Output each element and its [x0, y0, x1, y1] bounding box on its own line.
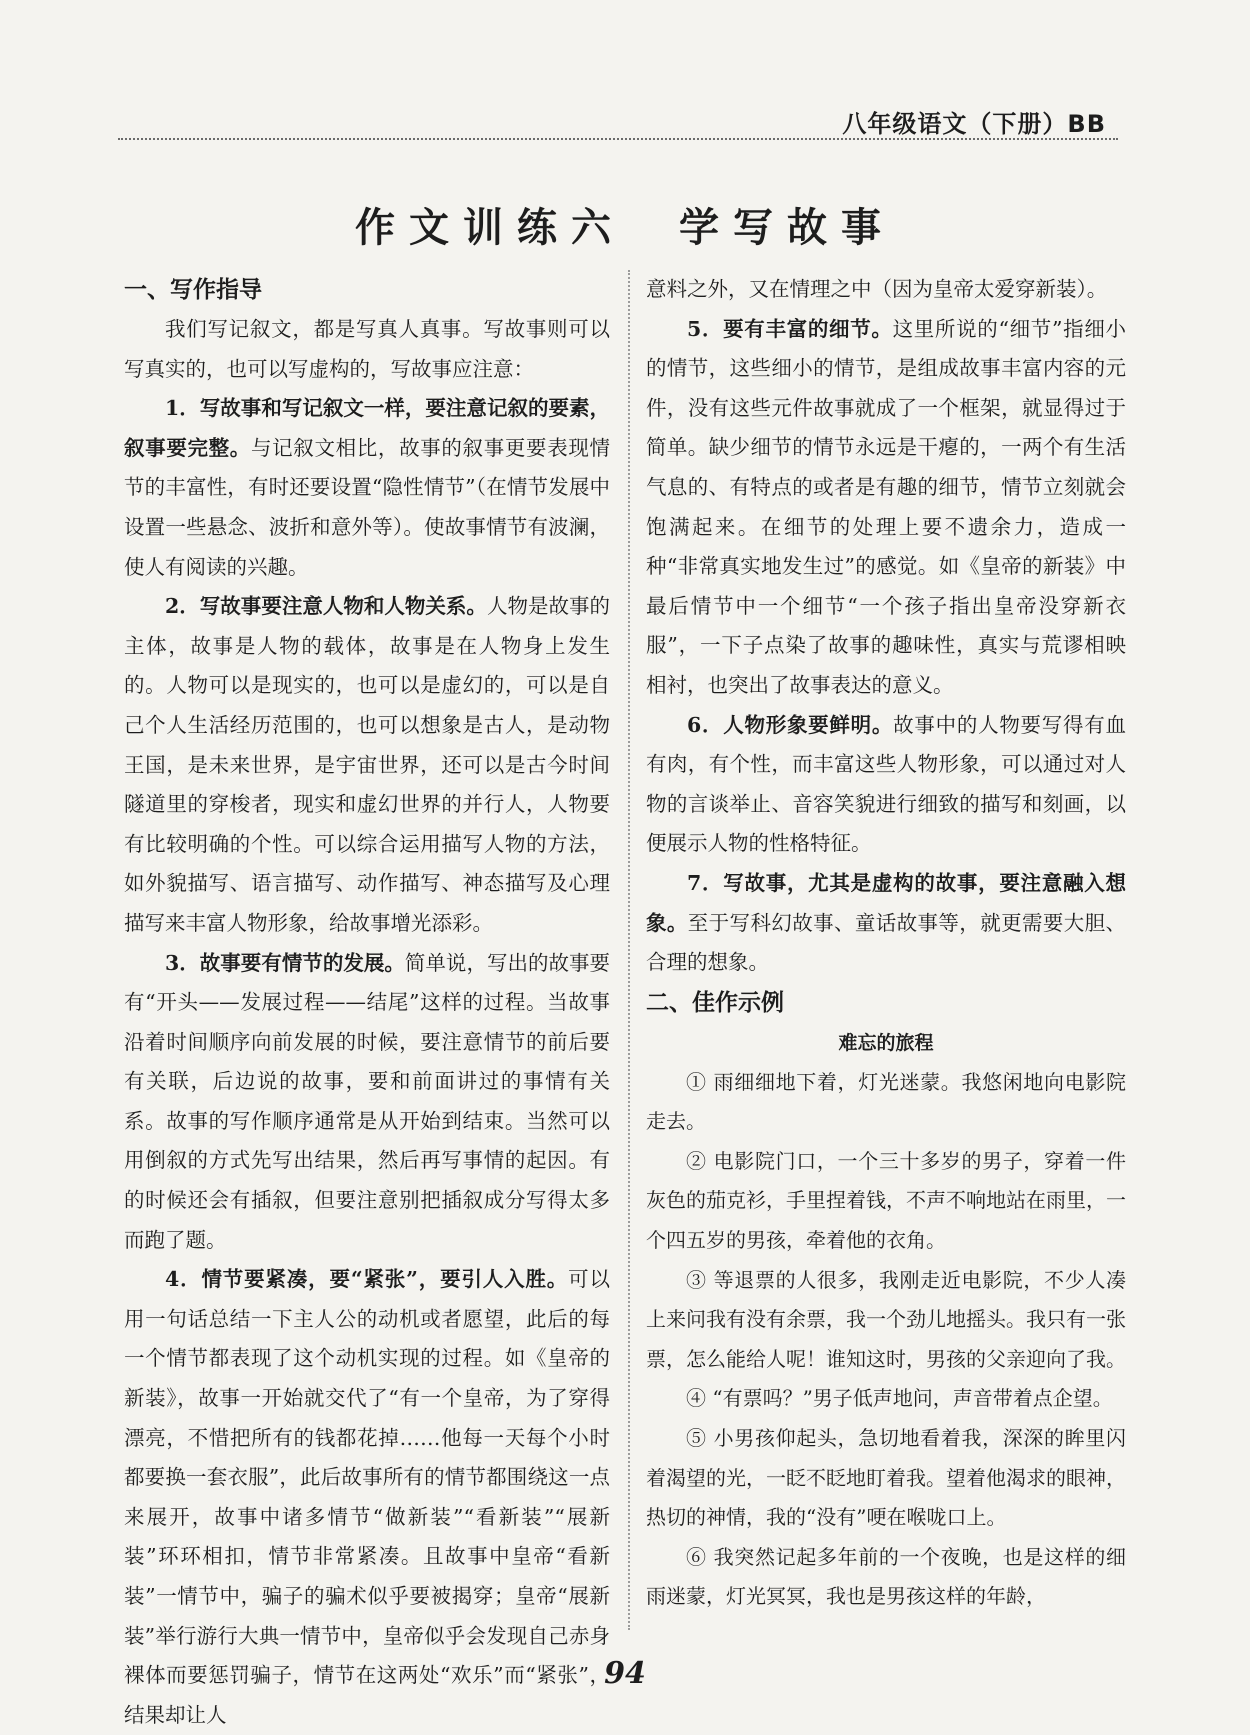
- point-1-heading: 1．写故事和写记叙文一样，要注意记叙的要素，叙事要完整。: [124, 396, 610, 460]
- point-5-body: 这里所说的“细节”指细小的情节，这些细小的情节，是组成故事丰富内容的元件，没有这些元件故事就成了一个框架，就显得过于简单。缺少细节的情节永远是干瘪的，一两个有生活气息的、有特点的或者是有趣的细节，情节立刻就会饱满起来。在细节的处理上要不遗余力，造成一种“非常真实地发生过”的感觉。如《皇帝的新装》中最后情节中一个细节“一个孩子指出皇帝没穿新衣服”，一下子点染了故事的趣味性，真实与荒谬相映相衬，也突出了故事表达的意义。: [646, 316, 1126, 697]
- section-heading-examples: 二、佳作示例: [646, 989, 784, 1016]
- paragraph-point-6: [646, 706, 1126, 864]
- point-4-body: 可以用一句话总结一下主人公的动机或者愿望，此后的每一个情节都表现了这个动机实现的过程。如《皇帝的新装》，故事一开始就交代了“有一个皇帝，为了穿得漂亮，不惜把所有的钱都花掉……他每一天每个小时都要换一套衣服”，此后故事所有的情节都围绕这一点来展开，故事中诸多情节“做新装”“看新装”“展新装”环环相扣，情节非常紧凑。且故事中皇帝“看新装”一情节中，骗子的骗术似乎要被揭穿；皇帝“展新装”举行游行大典一情节中，皇帝似乎会发现自己赤身裸体而要惩罚骗子，情节在这两处“欢乐”而“紧张”，结果却让人: [124, 1267, 610, 1727]
- header-divider: [118, 138, 1118, 140]
- essay-title: 难忘的旅程: [838, 1031, 934, 1054]
- left-column: [124, 270, 611, 1727]
- point-3-body: 简单说，写出的故事要有“开头——发展过程——结尾”这样的过程。当故事沿着时间顺序向前发展的时候，要注意情节的前后要有关联，后边说的故事，要和前面讲过的事情有关系。故事的写作顺序通常是从开始到结束。当然可以用倒叙的方式先写出结果，然后再写事情的起因。有的时候还会有插叙，但要注意别把插叙成分写得太多而跑了题。: [124, 950, 611, 1252]
- paragraph-point-5: [646, 310, 1126, 706]
- point-3-heading: 3．故事要有情节的发展。: [165, 950, 405, 975]
- essay-paragraph-1: ① 雨细细地下着，灯光迷蒙。我悠闲地向电影院走去。: [646, 1069, 1126, 1134]
- point-2-heading: 2．写故事要注意人物和人物关系。: [165, 594, 487, 619]
- page-number: 94: [604, 1656, 646, 1691]
- point-6-body: 故事中的人物要写得有血有肉，有个性，而丰富这些人物形象，可以通过对人物的言谈举止、音容笑貌进行细致的描写和刻画，以便展示人物的性格特征。: [646, 712, 1127, 856]
- essay-paragraph-4: ④ “有票吗？”男子低声地问，声音带着点企望。: [686, 1386, 1113, 1411]
- paragraph-point-7: [646, 864, 1126, 983]
- paragraph-intro: 我们写记叙文，都是写真人真事。写故事则可以写真实的，也可以写虚构的，写故事应注意：: [124, 317, 610, 381]
- header-book-title: 八年级语文（下册）BB: [842, 110, 1106, 138]
- essay-paragraph-5: ⑤ 小男孩仰起头，急切地看着我，深深的眸里闪着渴望的光，一眨不眨地盯着我。望着他渴求的眼神，热切的神情，我的“没有”哽在喉咙口上。: [646, 1426, 1126, 1530]
- paragraph-point-1: [124, 389, 610, 587]
- point-1-body: 与记叙文相比，故事的叙事更要表现情节的丰富性，有时还要设置“隐性情节”（在情节发展中设置一些悬念、波折和意外等）。使故事情节有波澜，使人有阅读的兴趣。: [124, 435, 611, 579]
- page-title: 作文训练六 学写故事: [355, 204, 895, 251]
- point-6-heading: 6．人物形象要鲜明。: [687, 712, 894, 737]
- essay-paragraph-3: ③ 等退票的人很多，我刚走近电影院，不少人凑上来问我有没有余票，我一个劲儿地摇头。我只有一张票，怎么能给人呢！谁知这时，男孩的父亲迎向了我。: [646, 1267, 1126, 1371]
- point-2-body: 人物是故事的主体，故事是人物的载体，故事是在人物身上发生的。人物可以是现实的，也可以是虚幻的，可以是自己个人生活经历范围的，也可以想象是古人，是动物王国，是未来世界，是宇宙世界，还可以是古今时间隧道里的穿梭者，现实和虚幻世界的并行人，人物要有比较明确的个性。可以综合运用描写人物的方法，如外貌描写、语言描写、动作描写、神态描写及心理描写来丰富人物形象，给故事增光添彩。: [124, 594, 611, 935]
- paragraph-point-2: [124, 587, 610, 943]
- column-divider: [628, 270, 630, 1630]
- point-4-heading: 4．情节要紧凑，要“紧张”，要引人入胜。: [165, 1267, 569, 1292]
- essay-paragraph-6: ⑥ 我突然记起多年前的一个夜晚，也是这样的细雨迷蒙，灯光冥冥，我也是男孩这样的年龄，: [646, 1544, 1126, 1609]
- section-heading-writing-guide: 一、写作指导: [124, 277, 262, 303]
- right-column: [646, 270, 1126, 1664]
- point-7-body: 至于写科幻故事、童话故事等，就更需要大胆、合理的想象。: [646, 910, 1127, 975]
- paragraph-point-3: [124, 944, 610, 1261]
- essay-paragraph-2: ② 电影院门口，一个三十多岁的男子，穿着一件灰色的茄克衫，手里捏着钱，不声不响地站在雨里，一个四五岁的男孩，牵着他的衣角。: [646, 1148, 1126, 1253]
- point-7-heading: 7．写故事，尤其是虚构的故事，要注意融入想象。: [646, 870, 1126, 935]
- point-5-heading: 5．要有丰富的细节。: [687, 316, 893, 341]
- essay-body: [646, 1063, 1126, 1617]
- paragraph-point-4-continued: 意料之外，又在情理之中（因为皇帝太爱穿新装）。: [646, 277, 1108, 301]
